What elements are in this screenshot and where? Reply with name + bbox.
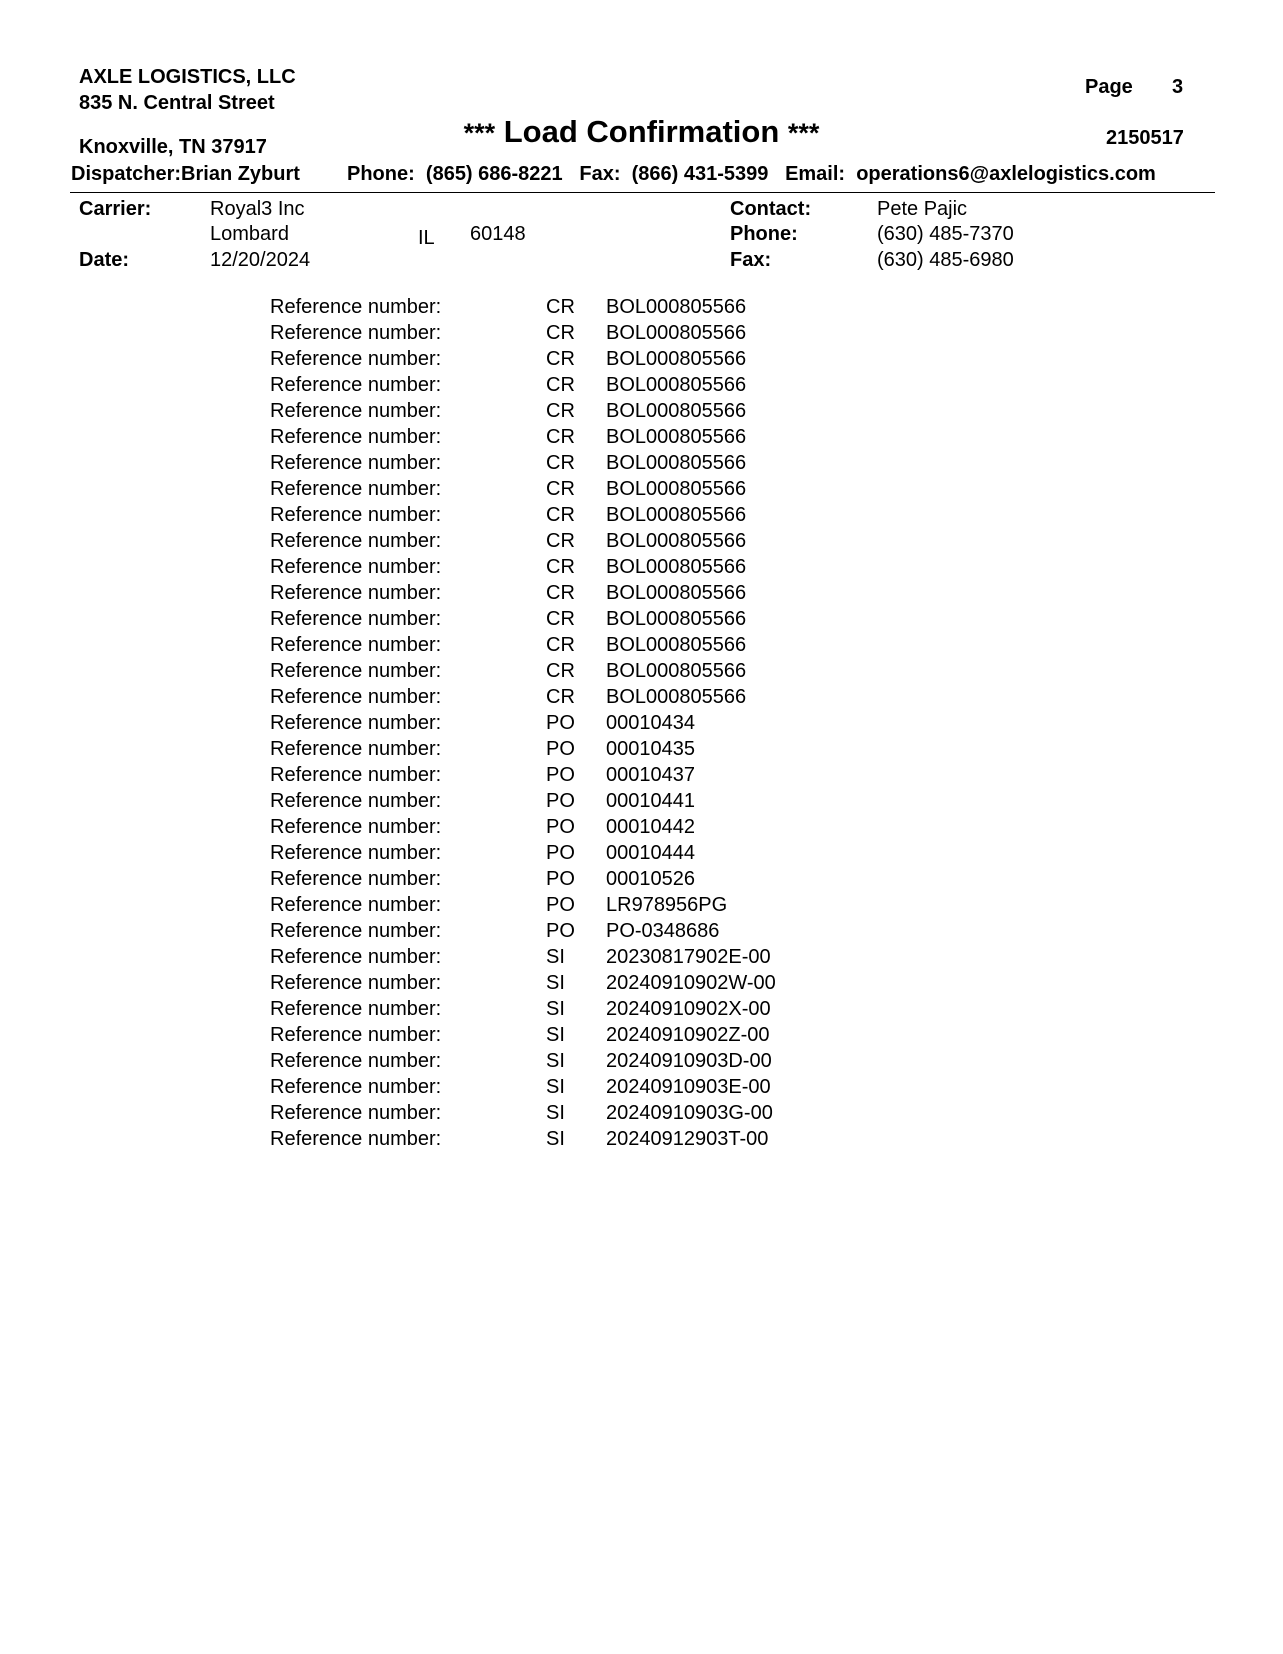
reference-label: Reference number: (270, 556, 442, 578)
reference-row (0, 504, 1283, 530)
reference-value: 20240910903E-00 (606, 1076, 771, 1098)
reference-row (0, 400, 1283, 426)
load-number: 2150517 (1106, 127, 1184, 149)
reference-type: CR (546, 452, 575, 474)
reference-row (0, 790, 1283, 816)
reference-row (0, 972, 1283, 998)
reference-value: BOL000805566 (606, 400, 747, 422)
reference-value: PO-0348686 (606, 920, 720, 942)
carrier-label: Carrier: (79, 198, 152, 220)
reference-value: BOL000805566 (606, 608, 747, 630)
reference-row (0, 608, 1283, 634)
reference-label: Reference number: (270, 686, 442, 708)
reference-row (0, 530, 1283, 556)
reference-label: Reference number: (270, 348, 442, 370)
reference-value: 00010435 (606, 738, 695, 760)
reference-type: CR (546, 296, 575, 318)
reference-label: Reference number: (270, 322, 442, 344)
page-number: 3 (1172, 76, 1184, 98)
reference-value: 00010441 (606, 790, 695, 812)
carrier-fax-label: Fax: (730, 249, 772, 271)
reference-label: Reference number: (270, 1024, 442, 1046)
reference-type: CR (546, 686, 575, 708)
reference-label: Reference number: (270, 530, 442, 552)
reference-type: CR (546, 660, 575, 682)
reference-value: 20240910903D-00 (606, 1050, 772, 1072)
reference-row (0, 1128, 1283, 1154)
title-stars-right: *** (787, 118, 820, 148)
reference-row (0, 1076, 1283, 1102)
reference-label: Reference number: (270, 946, 442, 968)
reference-value: BOL000805566 (606, 478, 747, 500)
reference-label: Reference number: (270, 660, 442, 682)
reference-row (0, 1050, 1283, 1076)
company-name: AXLE LOGISTICS, LLC (79, 66, 296, 88)
reference-row (0, 842, 1283, 868)
reference-row (0, 1024, 1283, 1050)
company-fax-label: Fax: (579, 163, 621, 185)
reference-label: Reference number: (270, 608, 442, 630)
reference-type: PO (546, 738, 575, 760)
reference-label: Reference number: (270, 1050, 442, 1072)
reference-type: CR (546, 556, 575, 578)
reference-row (0, 426, 1283, 452)
reference-type: CR (546, 530, 575, 552)
carrier-phone: (630) 485-7370 (877, 223, 1014, 245)
reference-type: PO (546, 920, 575, 942)
reference-value: 00010526 (606, 868, 695, 890)
reference-label: Reference number: (270, 816, 442, 838)
reference-value: 20230817902E-00 (606, 946, 771, 968)
reference-label: Reference number: (270, 1076, 442, 1098)
reference-type: PO (546, 894, 575, 916)
document-title (0, 114, 1283, 150)
reference-value: BOL000805566 (606, 634, 747, 656)
reference-value: 20240910902W-00 (606, 972, 776, 994)
reference-row (0, 452, 1283, 478)
reference-value: BOL000805566 (606, 322, 747, 344)
reference-value: 20240910902Z-00 (606, 1024, 770, 1046)
dispatcher-name: Brian Zyburt (181, 163, 300, 185)
reference-value: 00010434 (606, 712, 695, 734)
reference-label: Reference number: (270, 634, 442, 656)
reference-type: CR (546, 400, 575, 422)
reference-type: SI (546, 1076, 565, 1098)
company-phone: (865) 686-8221 (425, 163, 563, 185)
reference-row (0, 348, 1283, 374)
carrier-zip: 60148 (470, 223, 526, 245)
carrier-city: Lombard (210, 223, 289, 245)
company-address: 835 N. Central Street (79, 92, 275, 114)
reference-label: Reference number: (270, 894, 442, 916)
reference-type: CR (546, 478, 575, 500)
reference-row (0, 478, 1283, 504)
reference-value: BOL000805566 (606, 426, 747, 448)
reference-label: Reference number: (270, 764, 442, 786)
reference-value: BOL000805566 (606, 582, 747, 604)
reference-value: BOL000805566 (606, 504, 747, 526)
reference-type: PO (546, 816, 575, 838)
reference-type: CR (546, 634, 575, 656)
reference-label: Reference number: (270, 790, 442, 812)
reference-type: CR (546, 582, 575, 604)
reference-label: Reference number: (270, 738, 442, 760)
reference-type: CR (546, 348, 575, 370)
reference-type: SI (546, 1024, 565, 1046)
dispatcher-line (71, 163, 300, 186)
reference-type: PO (546, 868, 575, 890)
reference-row (0, 868, 1283, 894)
reference-value: 20240910902X-00 (606, 998, 771, 1020)
reference-type: CR (546, 426, 575, 448)
reference-label: Reference number: (270, 400, 442, 422)
reference-value: BOL000805566 (606, 530, 747, 552)
reference-value: 00010437 (606, 764, 695, 786)
reference-value: BOL000805566 (606, 556, 747, 578)
reference-type: CR (546, 322, 575, 344)
reference-value: BOL000805566 (606, 686, 747, 708)
reference-type: PO (546, 790, 575, 812)
reference-row (0, 764, 1283, 790)
reference-row (0, 322, 1283, 348)
reference-label: Reference number: (270, 1102, 442, 1124)
reference-value: 20240912903T-00 (606, 1128, 769, 1150)
dispatcher-label: Dispatcher: (71, 163, 182, 185)
carrier-name: Royal3 Inc (210, 198, 305, 220)
reference-type: SI (546, 1050, 565, 1072)
reference-row (0, 894, 1283, 920)
reference-type: SI (546, 1102, 565, 1124)
carrier-state: IL (418, 227, 435, 249)
reference-value: LR978956PG (606, 894, 728, 916)
company-email: operations6@axlelogistics.com (856, 163, 1156, 185)
company-contact-line (347, 163, 1156, 186)
reference-type: SI (546, 998, 565, 1020)
reference-type: CR (546, 504, 575, 526)
contact-label: Contact: (730, 198, 812, 220)
reference-label: Reference number: (270, 1128, 442, 1150)
reference-value: 00010444 (606, 842, 695, 864)
reference-value: BOL000805566 (606, 296, 747, 318)
reference-label: Reference number: (270, 296, 442, 318)
reference-row (0, 998, 1283, 1024)
reference-row (0, 1102, 1283, 1128)
reference-label: Reference number: (270, 374, 442, 396)
reference-type: PO (546, 842, 575, 864)
reference-row (0, 660, 1283, 686)
company-fax: (866) 431-5399 (631, 163, 769, 185)
reference-value: BOL000805566 (606, 452, 747, 474)
reference-label: Reference number: (270, 504, 442, 526)
reference-row (0, 582, 1283, 608)
reference-value: 00010442 (606, 816, 695, 838)
company-phone-label: Phone: (347, 163, 415, 185)
reference-type: CR (546, 608, 575, 630)
header-divider (70, 192, 1215, 193)
reference-label: Reference number: (270, 478, 442, 500)
title-text: Load Confirmation (503, 114, 780, 149)
reference-value: 20240910903G-00 (606, 1102, 773, 1124)
reference-type: PO (546, 764, 575, 786)
reference-label: Reference number: (270, 868, 442, 890)
contact-value: Pete Pajic (877, 198, 968, 220)
carrier-fax: (630) 485-6980 (877, 249, 1014, 271)
reference-list (0, 296, 1283, 1154)
reference-row (0, 634, 1283, 660)
reference-row (0, 556, 1283, 582)
reference-row (0, 920, 1283, 946)
reference-row (0, 738, 1283, 764)
reference-row (0, 712, 1283, 738)
date-value: 12/20/2024 (210, 249, 311, 271)
reference-type: SI (546, 946, 565, 968)
reference-row (0, 686, 1283, 712)
reference-label: Reference number: (270, 712, 442, 734)
reference-label: Reference number: (270, 998, 442, 1020)
reference-label: Reference number: (270, 920, 442, 942)
reference-type: CR (546, 374, 575, 396)
reference-value: BOL000805566 (606, 348, 747, 370)
title-stars-left: *** (463, 118, 496, 148)
reference-label: Reference number: (270, 582, 442, 604)
reference-row (0, 946, 1283, 972)
carrier-phone-label: Phone: (730, 223, 798, 245)
reference-value: BOL000805566 (606, 660, 747, 682)
reference-row (0, 816, 1283, 842)
reference-label: Reference number: (270, 972, 442, 994)
date-label: Date: (79, 249, 130, 271)
reference-row (0, 296, 1283, 322)
reference-type: PO (546, 712, 575, 734)
reference-label: Reference number: (270, 452, 442, 474)
reference-type: SI (546, 972, 565, 994)
reference-label: Reference number: (270, 842, 442, 864)
company-email-label: Email: (785, 163, 846, 185)
page-label: Page (1085, 76, 1133, 98)
reference-type: SI (546, 1128, 565, 1150)
company-city-state-zip: Knoxville, TN 37917 (79, 136, 267, 158)
reference-row (0, 374, 1283, 400)
reference-value: BOL000805566 (606, 374, 747, 396)
reference-label: Reference number: (270, 426, 442, 448)
